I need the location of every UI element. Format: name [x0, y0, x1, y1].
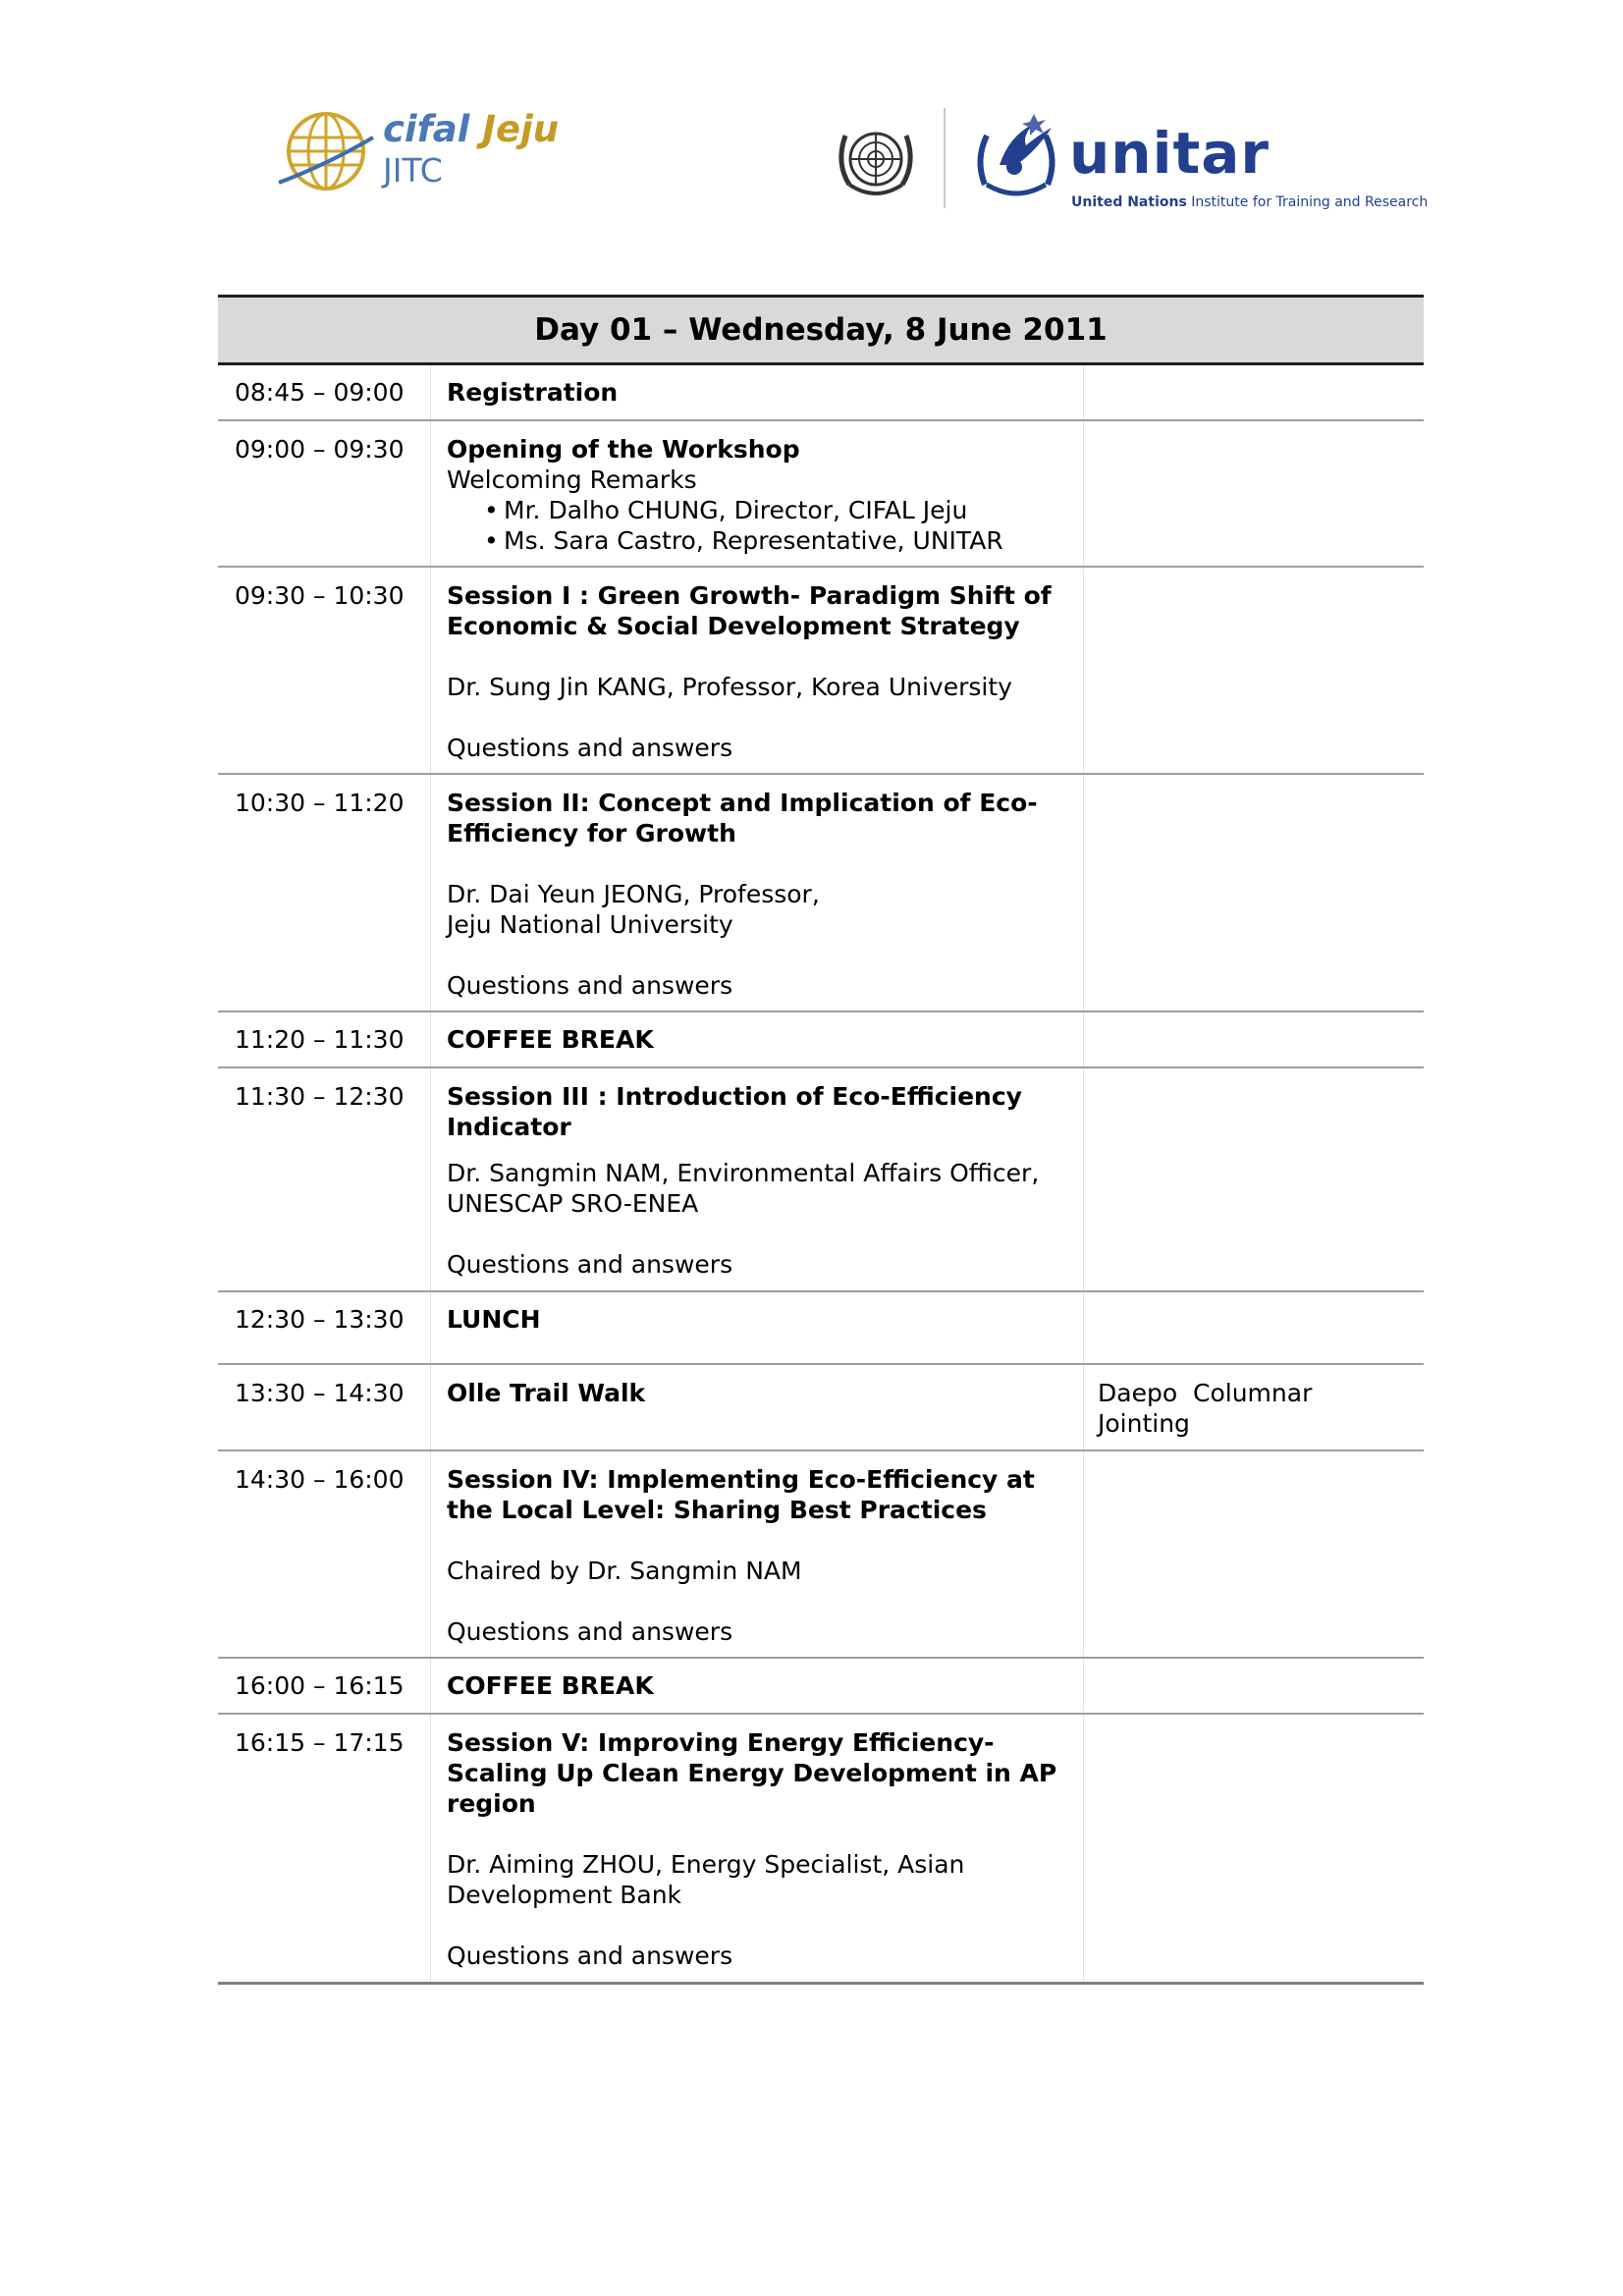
note-cell	[1084, 1659, 1424, 1713]
item-title: Session III : Introduction of Eco-Efficiency	[447, 1082, 1022, 1111]
item-cell	[430, 775, 1084, 1011]
note-cell	[1084, 568, 1424, 773]
note-cell	[1084, 1365, 1424, 1449]
note-cell	[1084, 775, 1424, 1011]
item-speaker: Dr. Aiming ZHOU, Energy Specialist, Asian	[447, 1850, 965, 1879]
item-title: Economic & Social Development Strategy	[447, 612, 1020, 640]
list-item: • Mr. Dalho CHUNG, Director, CIFAL Jeju	[484, 495, 1073, 525]
time-cell: 13:30 – 14:30	[235, 1379, 405, 1407]
item-cell	[430, 1012, 1084, 1066]
note-cell	[1084, 1012, 1424, 1066]
speaker-list	[447, 495, 1073, 556]
unitar-logo	[965, 106, 1429, 214]
item-title: region	[447, 1789, 536, 1818]
schedule-table	[218, 295, 1424, 1985]
table-row	[218, 1715, 1424, 1985]
time-cell: 09:30 – 10:30	[235, 581, 405, 610]
item-speaker: Dr. Dai Yeun JEONG, Professor,	[447, 880, 820, 908]
day-title: Day 01 – Wednesday, 8 June 2011	[218, 295, 1424, 365]
cifal-jeju-logo	[277, 108, 571, 196]
item-title: Session V: Improving Energy Efficiency-	[447, 1728, 995, 1757]
item-title: Indicator	[447, 1113, 571, 1141]
unitar-dove-icon	[965, 106, 1067, 204]
item-title: Session I : Green Growth- Paradigm Shift of	[447, 581, 1052, 610]
list-item: • Ms. Sara Castro, Representative, UNITAR	[484, 525, 1073, 556]
location-note: Jointing	[1098, 1409, 1190, 1438]
note-cell	[1084, 1451, 1424, 1657]
table-row	[218, 1451, 1424, 1659]
note-cell	[1084, 421, 1424, 566]
time-cell: 16:00 – 16:15	[235, 1671, 405, 1700]
un-emblem-icon	[830, 120, 923, 204]
item-title: Registration	[447, 378, 619, 407]
item-title: Scaling Up Clean Energy Development in AP	[447, 1759, 1057, 1787]
item-title: Opening of the Workshop	[447, 435, 800, 464]
item-speaker: Chaired by Dr. Sangmin NAM	[447, 1557, 802, 1585]
table-row	[218, 775, 1424, 1012]
table-row	[218, 1659, 1424, 1715]
item-title: LUNCH	[447, 1305, 541, 1334]
item-qa: Questions and answers	[447, 1941, 733, 1970]
item-title: the Local Level: Sharing Best Practices	[447, 1496, 987, 1524]
item-title: Efficiency for Growth	[447, 819, 736, 847]
time-cell: 11:20 – 11:30	[235, 1025, 405, 1054]
note-cell	[1084, 365, 1424, 419]
item-cell	[430, 1715, 1084, 1982]
item-speaker: Dr. Sangmin NAM, Environmental Affairs Officer,	[447, 1159, 1040, 1187]
unitar-wordmark: unitar	[1069, 120, 1270, 187]
item-qa: Questions and answers	[447, 1250, 733, 1279]
cifal-wordmark: cifal Jeju	[383, 108, 560, 150]
table-row	[218, 1012, 1424, 1068]
item-cell	[430, 365, 1084, 419]
time-cell: 08:45 – 09:00	[235, 378, 405, 407]
time-cell: 14:30 – 16:00	[235, 1465, 405, 1494]
time-cell: 16:15 – 17:15	[235, 1728, 405, 1757]
item-title: COFFEE BREAK	[447, 1671, 654, 1700]
item-cell	[430, 1292, 1084, 1363]
time-cell: 11:30 – 12:30	[235, 1082, 405, 1111]
item-cell	[430, 1365, 1084, 1449]
item-cell	[430, 421, 1084, 566]
item-cell	[430, 568, 1084, 773]
item-cell	[430, 1451, 1084, 1657]
item-title: Session IV: Implementing Eco-Efficiency at	[447, 1465, 1035, 1494]
item-qa: Questions and answers	[447, 971, 733, 1000]
table-row	[218, 568, 1424, 775]
item-speaker: Dr. Sung Jin KANG, Professor, Korea University	[447, 673, 1012, 701]
jitc-wordmark: JITC	[383, 151, 443, 190]
item-speaker: UNESCAP SRO-ENEA	[447, 1189, 699, 1218]
item-speaker: Development Bank	[447, 1881, 682, 1909]
table-row	[218, 365, 1424, 421]
item-subtitle: Welcoming Remarks	[447, 465, 697, 494]
logo-divider	[944, 108, 946, 208]
item-title: Session II: Concept and Implication of Eco-	[447, 789, 1038, 817]
item-title: COFFEE BREAK	[447, 1025, 654, 1054]
item-cell	[430, 1068, 1084, 1290]
item-qa: Questions and answers	[447, 1617, 733, 1646]
globe-icon	[277, 108, 375, 196]
time-cell: 09:00 – 09:30	[235, 435, 405, 464]
note-cell	[1084, 1715, 1424, 1982]
table-row	[218, 1068, 1424, 1292]
item-qa: Questions and answers	[447, 734, 733, 762]
note-cell	[1084, 1292, 1424, 1363]
item-cell	[430, 1659, 1084, 1713]
note-cell	[1084, 1068, 1424, 1290]
unitar-tagline: United Nations Institute for Training and Research	[1071, 194, 1429, 210]
table-row	[218, 421, 1424, 568]
table-row	[218, 1292, 1424, 1365]
location-note: Daepo Columnar	[1098, 1379, 1313, 1407]
time-cell: 12:30 – 13:30	[235, 1305, 405, 1334]
item-speaker: Jeju National University	[447, 910, 733, 939]
item-title: Olle Trail Walk	[447, 1379, 646, 1407]
time-cell: 10:30 – 11:20	[235, 789, 405, 817]
table-row	[218, 1365, 1424, 1451]
